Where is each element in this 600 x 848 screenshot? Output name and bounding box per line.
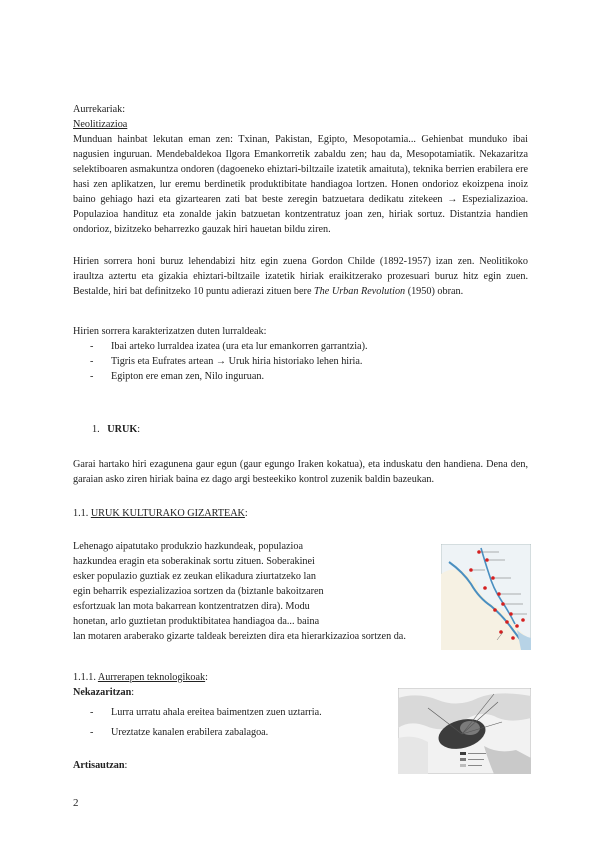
site-dot xyxy=(491,576,495,580)
list-item-text: Lurra urratu ahala ereitea baimentzen zuen uztarria. xyxy=(111,707,322,718)
section-1-1-1-title: Aurrerapen teknologikoak xyxy=(97,672,206,683)
crafts-label: Artisautzan xyxy=(73,760,125,771)
list-item xyxy=(73,354,528,369)
section-1-number: 1. xyxy=(92,424,100,435)
section-1-heading xyxy=(92,422,528,437)
paragraph-line: esker populazio guztiak ez zeukan elikadura ziurtatzeko lan xyxy=(73,571,316,582)
paragraph-2-text-a: Hirien sorrera honi buruz lehendabizi hitz egin zuena Gordon Childe (1892-1957) izan zen. Neolitikoko iraultza aztertu eta gizakia ehiztari-biltzaile izatetik hiriak eraikitzerako prozesuari buruz hitz egin zuen. Bestalde, hiri bat definitzeko 10 puntu adierazi zituen bere xyxy=(73,256,528,297)
dash-icon: - xyxy=(90,371,94,382)
site-dot xyxy=(515,624,519,628)
section-1-1-paragraph xyxy=(73,539,443,644)
list-item-text: Ibai arteko lurraldea izatea (ura eta lur emankorren garrantzia). xyxy=(111,341,368,352)
site-dot xyxy=(501,602,505,606)
section-1-1-colon: : xyxy=(244,508,248,519)
crafts-colon: : xyxy=(124,760,128,771)
intro-subtitle: Neolitizazioa xyxy=(73,119,128,130)
dash-icon: - xyxy=(90,356,94,367)
section-1-paragraph: Garai hartako hiri ezagunena gaur egun (gaur egungo Iraken kokatua), eta induskatu den handiena. Dena den, garaian asko ziren hiriak baina ez dago argi besteekiko kontrol zuzenik baldin bazeukan. xyxy=(73,459,528,485)
paragraph-line: egin beharrik espezializazioa sortzen da (biztanle bakoitzaren xyxy=(73,586,324,597)
intro-paragraph-1: Munduan hainbat lekutan eman zen: Txinan, Pakistan, Egipto, Mesopotamia... Gehienbat munduko ibai nagusien inguruan. Mendebaldekoa Ilgora Emankorretik zabaldu zen; hau da, Mesopotamiatik. Nekazaritza selektiboaren asmakuntza ondoren (dagoeneko ehiztari-biltzaile izatetik amaituta), teknika berrien erabilera ere hasi zen aplikatzen, lur eremu berdinetik produktibitate handiagoa lortzen. Honen ondorioz ekoizpena inoiz baino gehiago hazi eta gizartearen zati bat beste zeregin batzuetara dedikatu zitekeen → Espezializazioa. Populazioa handituz eta zonalde jakin batzuetan kontzentratuz joan zen, hiriak sortuz. Distantzia handien ondorioz, bizitzeko beharrezko gauzak hiri hauetan bildu ziren. xyxy=(73,134,528,235)
intro-label: Aurrekariak: xyxy=(73,104,126,115)
section-1-title: URUK xyxy=(107,424,138,435)
dash-icon: - xyxy=(90,707,94,718)
paragraph-line: Lehenago aipatutako produkzio hazkundeak, populazioa xyxy=(73,541,303,552)
features-heading: Hirien sorrera karakterizatzen duten lurraldeak: xyxy=(73,326,267,337)
crafts-heading xyxy=(73,758,528,773)
site-dot xyxy=(497,592,501,596)
section-1-1-1-colon: : xyxy=(205,672,208,683)
uruk-sites-map xyxy=(441,544,531,650)
agriculture-label: Nekazaritzan xyxy=(73,687,132,698)
list-item xyxy=(73,369,528,384)
dash-icon: - xyxy=(90,727,94,738)
site-dot xyxy=(509,612,513,616)
paragraph-2-text-b: (1950) obran. xyxy=(405,286,464,297)
list-item xyxy=(73,339,528,354)
paragraph-line: lan motaren araberako gizarte taldeak bereizten dira eta hierarkizazioa sortzen da. xyxy=(73,631,406,642)
site-dot xyxy=(511,636,515,640)
paragraph-line: hazkundea eragin eta soberakinak sortu zituen. Soberakinei xyxy=(73,556,315,567)
features-list xyxy=(73,339,528,384)
section-1-1-1-heading xyxy=(73,670,528,685)
dash-icon: - xyxy=(90,341,94,352)
paragraph-line: honetan, arlo guztietan produktibitatea handiagoa da... baina xyxy=(73,616,320,627)
list-item-text: Egipton ere eman zen, Nilo inguruan. xyxy=(111,371,265,382)
site-dot xyxy=(469,568,473,572)
site-dot xyxy=(493,608,497,612)
section-1-1-title: URUK KULTURAKO GIZARTEAK xyxy=(90,508,245,519)
intro-paragraph-2 xyxy=(73,254,528,299)
section-1-1-number: 1.1. xyxy=(73,508,91,519)
site-dot xyxy=(505,620,509,624)
section-1-1-1-number: 1.1.1. xyxy=(73,672,98,683)
agriculture-colon: : xyxy=(131,687,135,698)
page-number: 2 xyxy=(73,797,79,809)
site-dot xyxy=(483,586,487,590)
site-dot xyxy=(521,618,525,622)
site-dot xyxy=(485,558,489,562)
paragraph-line: esfortzuak lan mota bakarrean kontzentratzen dira). Modu xyxy=(73,601,310,612)
section-1-1-heading xyxy=(73,506,528,521)
list-item-text: Ureztatze kanalen erabilera zabalagoa. xyxy=(111,727,269,738)
book-title: The Urban Revolution xyxy=(314,286,406,297)
site-dot xyxy=(477,550,481,554)
list-item-text: Tigris eta Eufrates artean → Uruk hiria historiako lehen hiria. xyxy=(111,356,363,367)
section-1-colon: : xyxy=(137,424,141,435)
